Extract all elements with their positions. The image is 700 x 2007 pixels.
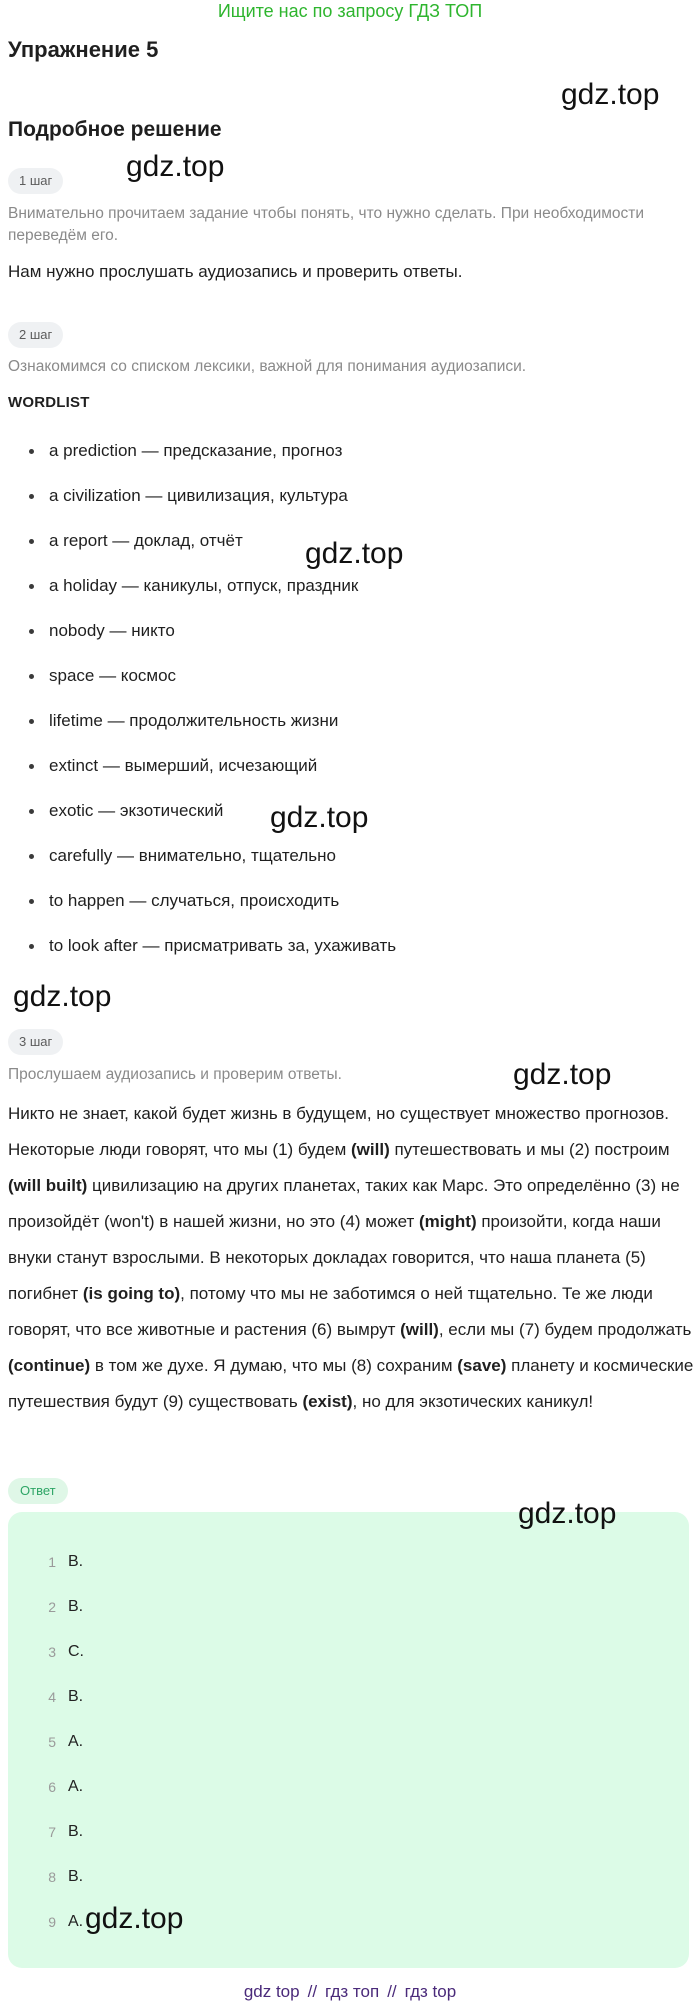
text-run: , если мы (7) будем продолжать [438, 1320, 692, 1339]
footer-link[interactable]: гдз top [404, 1982, 457, 2001]
answer-highlight: (save) [457, 1356, 507, 1375]
text-run: путешествовать и мы (2) построим [389, 1140, 670, 1159]
wordlist-heading: WORDLIST [8, 394, 90, 411]
text-run: в том же духе. Я думаю, что мы (8) сохраним [90, 1356, 458, 1375]
list-item: a prediction — предсказание, прогноз [0, 437, 396, 482]
watermark: gdz.top [561, 78, 660, 111]
list-item: lifetime — продолжительность жизни [0, 707, 396, 752]
list-item: extinct — вымерший, исчезающий [0, 752, 396, 797]
list-item: exotic — экзотический [0, 797, 396, 842]
watermark: gdz.top [513, 1058, 612, 1091]
list-item: to happen — случаться, происходить [0, 887, 396, 932]
bullet-icon [29, 449, 34, 454]
watermark: gdz.top [305, 537, 404, 570]
step-3-hint: Прослушаем аудиозапись и проверим ответы. [8, 1066, 342, 1083]
answer-highlight: (continue) [8, 1356, 91, 1375]
step-3-badge: 3 шаг [8, 1029, 63, 1055]
bullet-icon [29, 674, 34, 679]
answer-highlight: (exist) [302, 1392, 353, 1411]
answer-highlight: (will) [351, 1140, 390, 1159]
watermark: gdz.top [270, 801, 369, 834]
answer-highlight: (might) [419, 1212, 477, 1231]
list-item: nobody — никто [0, 617, 396, 662]
step-1-hint: Внимательно прочитаем задание чтобы понять, что нужно сделать. При необходимости переведём его. [8, 205, 645, 244]
watermark: gdz.top [126, 150, 225, 183]
bullet-icon [29, 809, 34, 814]
solution-title: Подробное решение [8, 118, 222, 141]
step-2-badge: 2 шаг [8, 322, 63, 348]
bullet-icon [29, 629, 34, 634]
footer-separator: // [307, 1982, 318, 2001]
text-run: , но для экзотических каникул! [352, 1392, 594, 1411]
answer-badge: Ответ [8, 1478, 68, 1504]
bullet-icon [29, 944, 34, 949]
text-run: , потому что мы не заботимся о ней тщательно. Те же люди говорят, что все животные и растения (6) вымрут [8, 1284, 653, 1339]
answer-box: 1 B. 2 B. 3 C. 4 B. 5 A. 6 A. 7 B. 8 B. 9 A. [8, 1512, 689, 1968]
answer-highlight: (will) [400, 1320, 439, 1339]
list-item: a holiday — каникулы, отпуск, праздник [0, 572, 396, 617]
wordlist [0, 437, 396, 977]
footer-link[interactable]: gdz top [243, 1982, 300, 2001]
watermark: gdz.top [518, 1497, 617, 1530]
list-item: to look after — присматривать за, ухаживать [0, 932, 396, 977]
footer-separator: // [387, 1982, 397, 2001]
bullet-icon [29, 764, 34, 769]
answer-highlight: (will built) [8, 1176, 88, 1195]
footer-link[interactable]: гдз топ [325, 1982, 380, 2001]
step-1-text: Нам нужно прослушать аудиозапись и проверить ответы. [8, 262, 463, 281]
bullet-icon [29, 494, 34, 499]
step-3-text [8, 1096, 694, 1420]
bullet-icon [29, 899, 34, 904]
footer-links [0, 1980, 700, 2004]
list-item: carefully — внимательно, тщательно [0, 842, 396, 887]
bullet-icon [29, 539, 34, 544]
exercise-title: Упражнение 5 [8, 37, 159, 62]
watermark: gdz.top [85, 1902, 184, 1935]
text-run: Никто не знает, какой будет жизнь в будущем, но существует множество прогнозов. Некоторые люди говорят, что мы (1) будем [8, 1104, 670, 1159]
search-banner[interactable]: Ищите нас по запросу ГДЗ ТОП [217, 1, 483, 21]
list-item: a civilization — цивилизация, культура [0, 482, 396, 527]
bullet-icon [29, 854, 34, 859]
bullet-icon [29, 584, 34, 589]
list-item: space — космос [0, 662, 396, 707]
text-run: планету и космические путешествия будут (9) существовать [8, 1356, 694, 1411]
step-1-badge: 1 шаг [8, 168, 63, 194]
bullet-icon [29, 719, 34, 724]
text-run: произойти, когда наши внуки станут взрослыми. В некоторых докладах говорится, что наша планета (5) погибнет [8, 1212, 661, 1303]
list-item: a report — доклад, отчёт [0, 527, 396, 572]
text-run: цивилизацию на других планетах, таких как Марс. Это определённо (3) не произойдёт (won't) в нашей жизни, но это (4) может [8, 1176, 680, 1231]
answer-highlight: (is going to) [82, 1284, 181, 1303]
step-2-hint: Ознакомимся со списком лексики, важной для понимания аудиозаписи. [8, 358, 527, 375]
watermark: gdz.top [13, 980, 112, 1013]
